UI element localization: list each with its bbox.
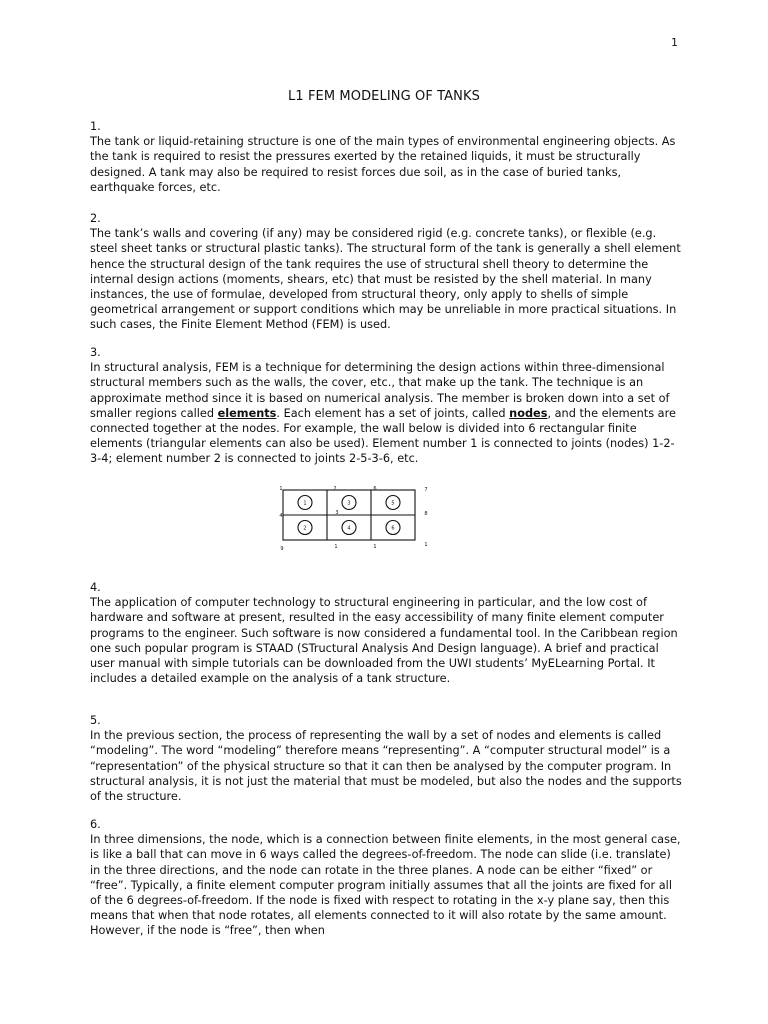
text-part: , and the elements are connected together at the nodes. For example, the wall below is divided into 6 rectangular finite elements (triangular elements can also be used). Element number 1 is connected to joints (nodes) 1-2-3-4; element number 2 is connected to joints 2-5-3-6, etc. [90,406,676,466]
section-number: 1. [90,120,101,133]
term-elements: elements [217,406,277,420]
node-label: 8 [424,511,428,517]
element-label: 6 [391,525,395,532]
element-label: 3 [347,500,351,507]
document-title: L1 FEM MODELING OF TANKS [288,89,480,104]
node-label: 6 [373,486,377,492]
element-label: 5 [391,500,395,507]
node-label: 3 [335,510,339,516]
element-label: 1 [303,500,307,507]
section-number: 4. [90,581,101,594]
node-label: 1 [373,544,377,550]
section-number: 2. [90,212,101,225]
element-label: 2 [303,525,307,532]
section-number: 5. [90,714,101,727]
finite-element-mesh-figure [275,484,435,554]
section-3 [90,345,682,467]
node-label: 4 [279,513,283,519]
section-6 [90,817,682,939]
text-part: In structural analysis, FEM is a technique for determining the design actions within three-dimensional structural members such as the walls, the cover, etc., that make up the tank. The technique is an approximate method since it is based on numerical analysis. The member is broken down into a set of smaller regions called [90,361,670,420]
node-label: 2 [333,486,337,492]
node-label: 1 [334,544,338,550]
node-label: 1 [279,486,283,492]
node-label: 9 [280,546,284,552]
section-2 [90,211,682,333]
section-1 [90,119,682,195]
section-text: The tank or liquid-retaining structure is one of the main types of environmental engineering objects. As the tank is required to resist the pressures exerted by the retained liquids, it must be structurally designed. A tank may also be required to resist forces due soil, as in the case of buried tanks, earthquake forces, etc. [90,135,676,194]
section-4 [90,580,682,686]
element-label: 4 [347,525,351,532]
section-number: 3. [90,346,101,359]
node-label: 7 [424,487,428,493]
text-part: . Each element has a set of joints, called [276,406,510,420]
section-text [90,360,682,466]
node-label: 1 [424,542,428,548]
section-5 [90,713,682,804]
page-number: 1 [671,36,678,49]
section-text: In the previous section, the process of representing the wall by a set of nodes and elements is called “modeling”. The word “modeling” therefore means “representing”. A “computer structural model” is a “representation” of the physical structure so that it can then be analysed by the computer program. In structural analysis, it is not just the material that must be modeled, but also the nodes and the supports of the structure. [90,729,682,804]
section-text: In three dimensions, the node, which is a connection between finite elements, in the most general case, is like a ball that can move in 6 ways called the degrees-of-freedom. The node can slide (i.e. translate) in the three directions, and the node can rotate in the three planes. A node can be either “fixed” or “free”. Typically, a finite element computer program initially assumes that all the joints are fixed for all of the 6 degrees-of-freedom. If the node is fixed with respect to rotating in the x-y plane say, then this means that when that node rotates, all elements connected to it will also rotate by the same amount. However, if the node is “free”, then when [90,833,681,938]
section-text: The tank’s walls and covering (if any) may be considered rigid (e.g. concrete tanks), or flexible (e.g. steel sheet tanks or structural plastic tanks). The structural form of the tank is generally a shell element hence the structural design of the tank requires the use of structural shell theory to determine the internal design actions (moments, shears, etc) that must be resisted by the shell material. In many instances, the use of formulae, developed from structural theory, only apply to shells of simple geometrical arrangement or support conditions which may be unreliable in more practical situations. In such cases, the Finite Element Method (FEM) is used. [90,227,681,332]
section-text: The application of computer technology to structural engineering in particular, and the low cost of hardware and software at present, resulted in the easy accessibility of many finite element computer programs to the engineer. Such software is now considered a fundamental tool. In the Caribbean region one such popular program is STAAD (STructural Analysis And Design language). A brief and practical user manual with simple tutorials can be downloaded from the UWI students’ MyELearning Portal. It includes a detailed example on the analysis of a tank structure. [90,596,678,686]
term-nodes: nodes [509,406,548,420]
section-number: 6. [90,818,101,831]
